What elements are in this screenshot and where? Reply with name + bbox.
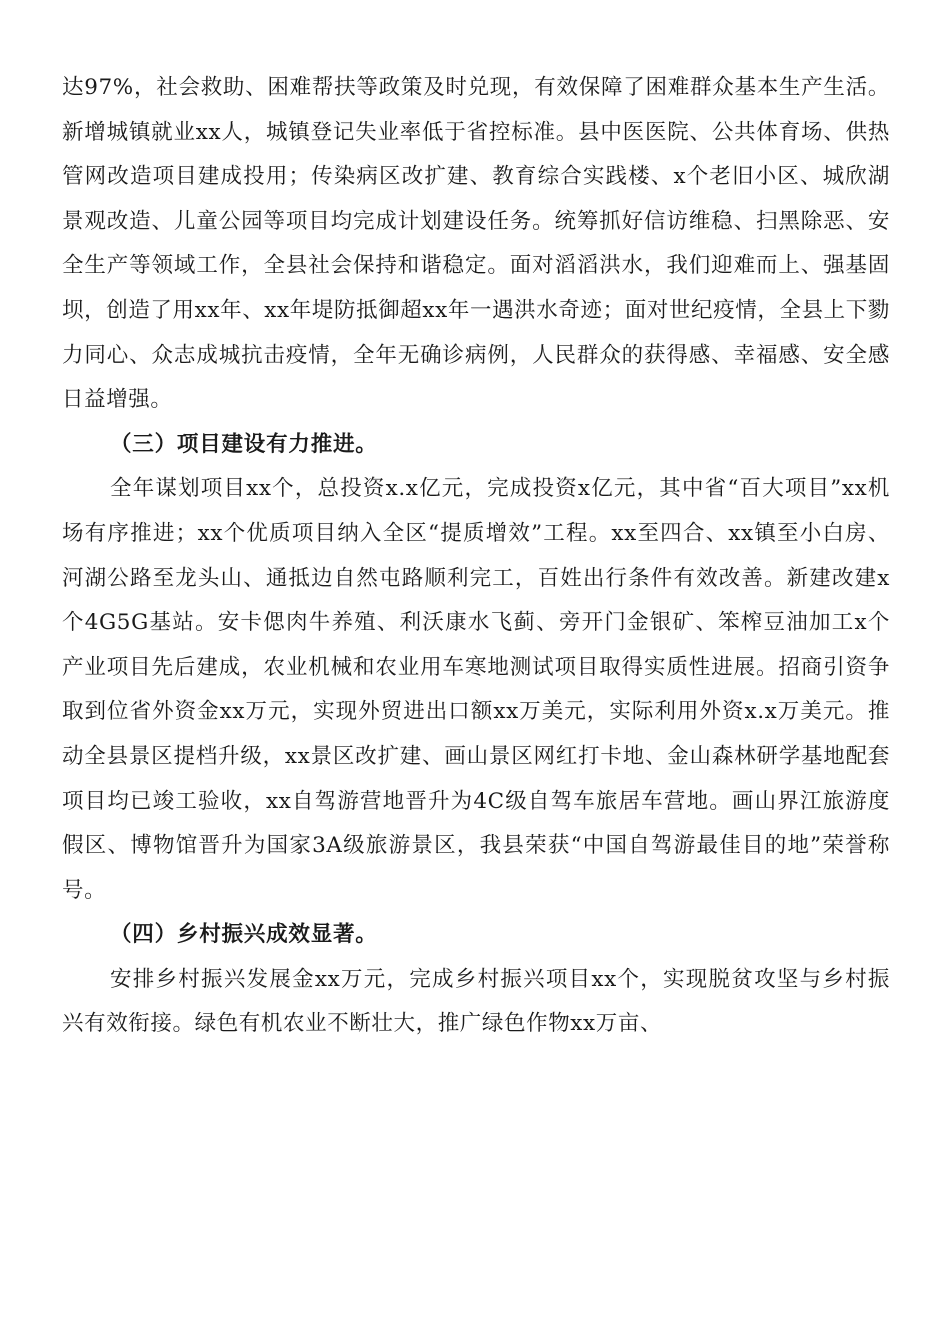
body-paragraph-2: 全年谋划项目xx个，总投资x.x亿元，完成投资x亿元，其中省“百大项目”xx机场有序推进；xx个优质项目纳入全区“提质增效”工程。xx至四合、xx镇至小白房、河湖公路至龙头山、通抵边自然屯路顺利完工，百姓出行条件有效改善。新建改建x个4G5G基站。安卡偲肉牛养殖、利沃康水飞蓟、旁开门金银矿、笨榨豆油加工x个产业项目先后建成，农业机械和农业用车寒地测试项目取得实质性进展。招商引资争取到位省外资金xx万元，实现外贸进出口额xx万美元，实际利用外资x.x万美元。推动全县景区提档升级，xx景区改扩建、画山景区网红打卡地、金山森林研学基地配套项目均已竣工验收，xx自驾游营地晋升为4C级自驾车旅居车营地。画山界江旅游度假区、博物馆晋升为国家3A级旅游景区，我县荣获“中国自驾游最佳目的地”荣誉称号。 bbox=[62, 476, 890, 903]
document-page bbox=[62, 66, 890, 1047]
section-heading-4: （四）乡村振兴成效显著。 bbox=[110, 922, 378, 948]
body-paragraph-3: 安排乡村振兴发展金xx万元，完成乡村振兴项目xx个，实现脱贫攻坚与乡村振兴有效衔接。绿色有机农业不断壮大，推广绿色作物xx万亩、 bbox=[62, 966, 890, 1037]
section-heading-3: （三）项目建设有力推进。 bbox=[110, 431, 378, 457]
body-paragraph-1: 达97%，社会救助、困难帮扶等政策及时兑现，有效保障了困难群众基本生产生活。新增城镇就业xx人，城镇登记失业率低于省控标准。县中医医院、公共体育场、供热管网改造项目建成投用；传染病区改扩建、教育综合实践楼、x个老旧小区、城欣湖景观改造、儿童公园等项目均完成计划建设任务。统筹抓好信访维稳、扫黑除恶、安全生产等领域工作，全县社会保持和谐稳定。面对滔滔洪水，我们迎难而上、强基固坝，创造了用xx年、xx年堤防抵御超xx年一遇洪水奇迹；面对世纪疫情，全县上下勠力同心、众志成城抗击疫情，全年无确诊病例，人民群众的获得感、幸福感、安全感日益增强。 bbox=[62, 75, 890, 413]
